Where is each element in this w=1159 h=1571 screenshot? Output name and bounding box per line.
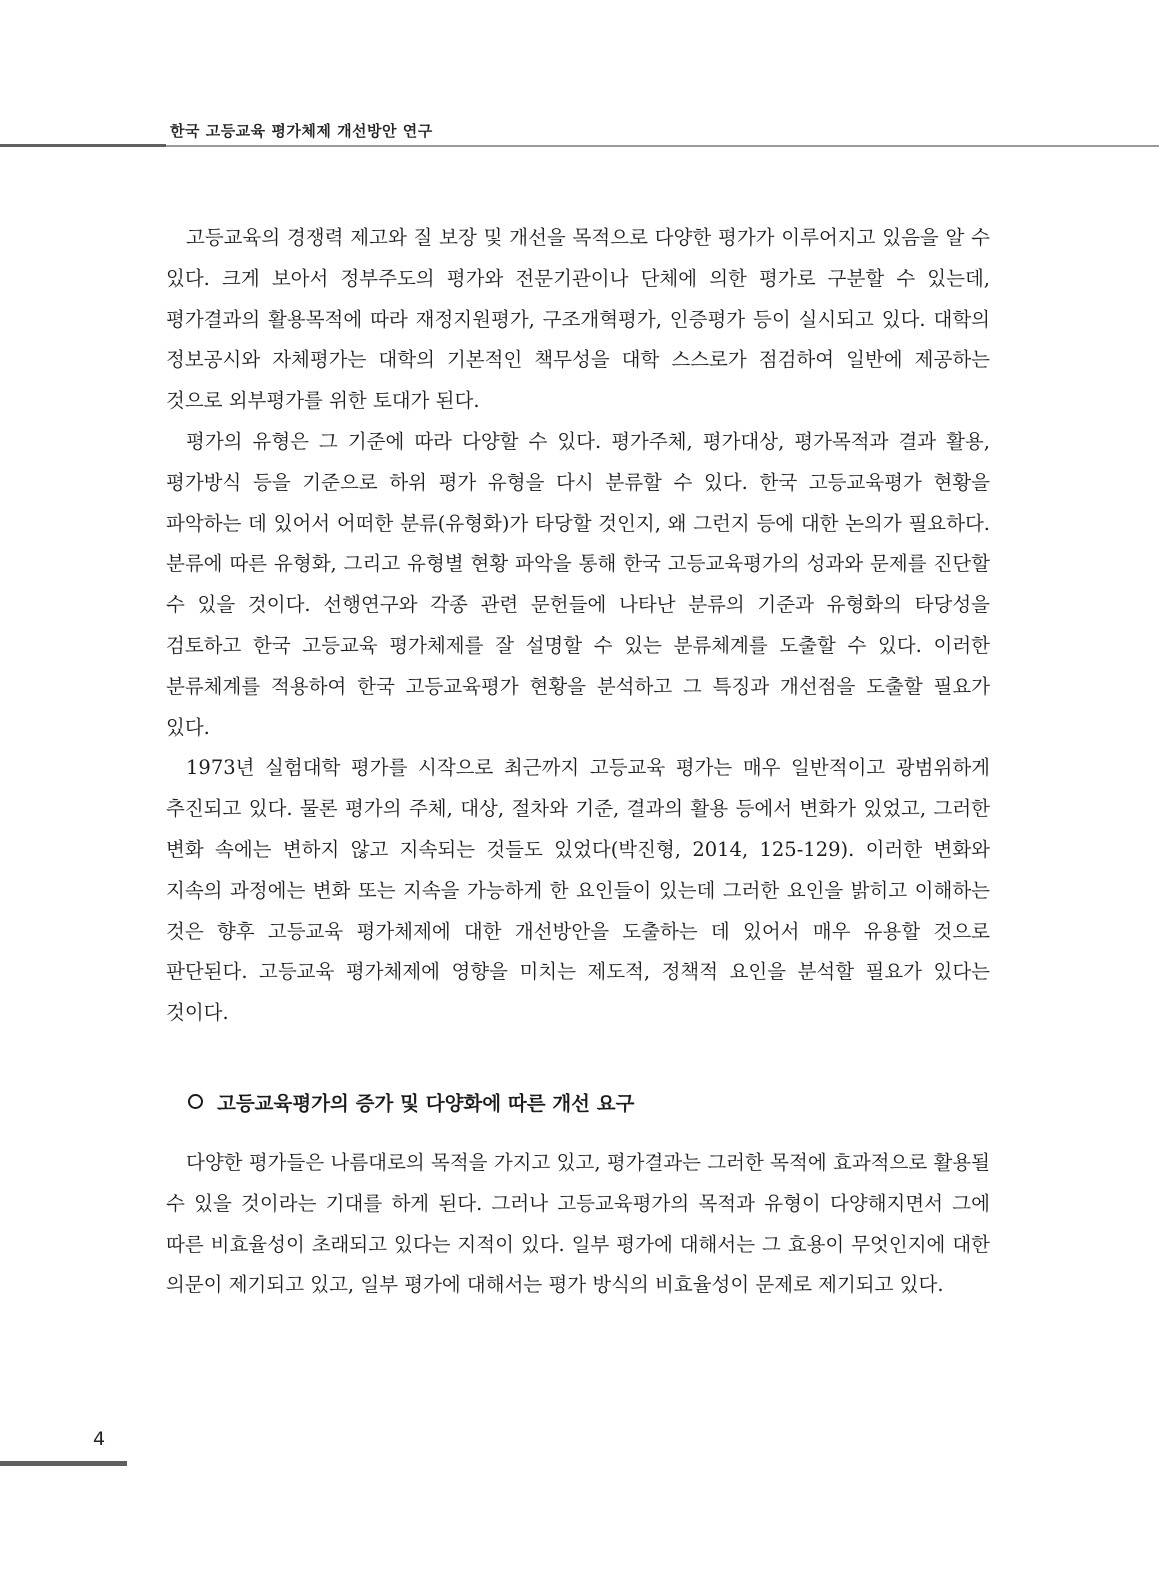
header-rule-left — [0, 144, 166, 147]
section-heading — [188, 1088, 634, 1116]
paragraph-evaluation-types: 평가의 유형은 그 기준에 따라 다양할 수 있다. 평가주체, 평가대상, 평가목적과 결과 활용, 평가방식 등을 기준으로 하위 평가 유형을 다시 분류할 수 있다. 한국 고등교육평가 현황을 파악하는 데 있어서 어떠한 분류(유형화)가 타당할 것인지, 왜 그런지 등에 대한 논의가 필요하다. 분류에 따른 유형화, 그리고 유형별 현황 파악을 통해 한국 고등교육평가의 성과와 문제를 진단할 수 있을 것이다. 선행연구와 각종 관련 문헌들에 나타난 분류의 기준과 유형화의 타당성을 검토하고 한국 고등교육 평가체제를 잘 설명할 수 있는 분류체계를 도출할 수 있다. 이러한 분류체계를 적용하여 한국 고등교육평가 현황을 분석하고 그 특징과 개선점을 도출할 필요가 있다. — [166, 429, 990, 739]
circle-bullet-icon — [188, 1094, 203, 1109]
paragraph-evaluation-history: 1973년 실험대학 평가를 시작으로 최근까지 고등교육 평가는 매우 일반적이고 광범위하게 추진되고 있다. 물론 평가의 주체, 대상, 절차와 기준, 결과의 활용 등에서 변화가 있었고, 그러한 변화 속에는 변하지 않고 지속되는 것들도 있었다(박진형, 2014, 125-129). 이러한 변화와 지속의 과정에는 변화 또는 지속을 가능하게 한 요인들이 있는데 그러한 요인을 밝히고 이해하는 것은 향후 고등교육 평가체제에 대한 개선방안을 도출하는 데 있어서 매우 유용할 것으로 판단된다. 고등교육 평가체제에 영향을 미치는 제도적, 정책적 요인을 분석할 필요가 있다는 것이다. — [166, 756, 990, 1025]
section-body — [166, 1143, 990, 1306]
header-rule-right — [166, 145, 1159, 147]
paragraph-improvement-needs: 다양한 평가들은 나름대로의 목적을 가지고 있고, 평가결과는 그러한 목적에 효과적으로 활용될 수 있을 것이라는 기대를 하게 된다. 그러나 고등교육평가의 목적과 유형이 다양해지면서 그에 따른 비효율성이 초래되고 있다는 지적이 있다. 일부 평가에 대해서는 그 효용이 무엇인지에 대한 의문이 제기되고 있고, 일부 평가에 대해서는 평가 방식의 비효율성이 문제로 제기되고 있다. — [166, 1151, 990, 1297]
body-text — [166, 218, 990, 1034]
section-heading-text: 고등교육평가의 증가 및 다양화에 따른 개선 요구 — [217, 1092, 635, 1115]
paragraph-evaluation-overview: 고등교육의 경쟁력 제고와 질 보장 및 개선을 목적으로 다양한 평가가 이루어지고 있음을 알 수 있다. 크게 보아서 정부주도의 평가와 전문기관이나 단체에 의한 평가로 구분할 수 있는데, 평가결과의 활용목적에 따라 재정지원평가, 구조개혁평가, 인증평가 등이 실시되고 있다. 대학의 정보공시와 자체평가는 대학의 기본적인 책무성을 대학 스스로가 점검하여 일반에 제공하는 것으로 외부평가를 위한 토대가 된다. — [166, 226, 990, 413]
running-header-title: 한국 고등교육 평가체제 개선방안 연구 — [170, 122, 433, 140]
page-number: 4 — [93, 1428, 106, 1450]
footer-rule — [0, 1461, 127, 1466]
